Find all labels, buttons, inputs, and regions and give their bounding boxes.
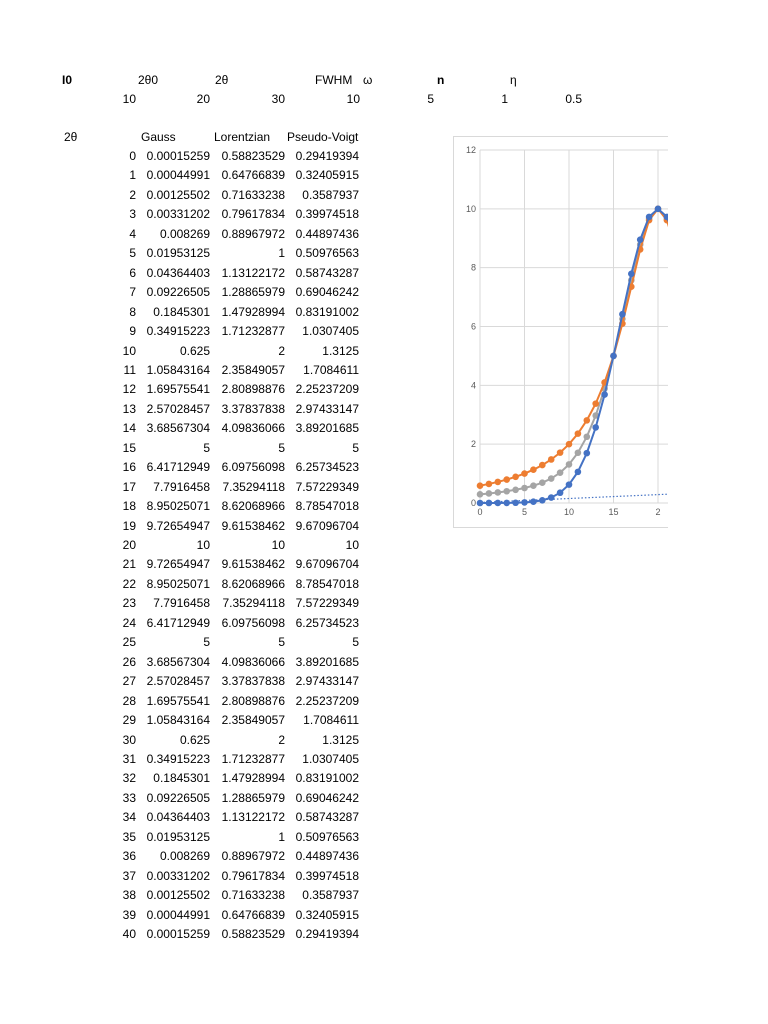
cell-lorentzian: 0.64766839 [221,907,285,922]
series-gauss-point [601,391,608,398]
cell-lorentzian: 7.35294118 [222,596,285,611]
cell-lorentzian: 5 [278,440,285,455]
cell-gauss: 0.34915223 [146,751,210,766]
cell-2theta: 38 [122,888,136,903]
series-lorentzian-point [548,456,555,463]
cell-2theta: 28 [122,693,136,708]
cell-gauss: 0.625 [179,732,210,747]
series-pseudo-voigt-point [512,486,519,493]
table-row [0,321,400,341]
cell-gauss: 0.00015259 [146,149,210,163]
param-value-i0: 10 [122,92,136,106]
series-gauss-point [521,499,528,506]
cell-lorentzian: 10 [271,538,285,552]
line-chart [453,136,668,528]
table-row [0,535,400,555]
cell-2theta: 31 [122,751,136,766]
cell-gauss: 8.95025071 [146,576,210,591]
cell-lorentzian: 2 [278,732,285,747]
cell-gauss: 9.72654947 [146,557,210,572]
cell-2theta: 33 [122,790,136,805]
table-row [0,710,400,730]
cell-pseudo-voigt: 1.3125 [322,732,359,747]
cell-gauss: 10 [196,538,210,552]
series-gauss-point [637,236,644,243]
cell-pseudo-voigt: 1.0307405 [302,324,359,339]
cell-2theta: 1 [129,168,136,183]
cell-pseudo-voigt: 8.78547018 [295,576,359,591]
cell-pseudo-voigt: 2.25237209 [295,693,359,708]
param-header-omega: ω [363,73,373,87]
cell-lorentzian: 4.09836066 [221,421,285,436]
cell-gauss: 5 [203,635,210,650]
cell-lorentzian: 1.47928994 [221,771,285,786]
series-pseudo-voigt-point [539,479,546,486]
table-row [0,496,400,516]
cell-2theta: 0 [129,149,136,163]
series-pseudo-voigt-point [575,449,582,456]
param-header-2theta0: 2θ0 [138,73,159,87]
cell-pseudo-voigt: 1.3125 [322,343,359,358]
table-row [0,516,400,536]
cell-lorentzian: 0.71633238 [221,888,285,903]
param-value-fwhm: 10 [346,92,360,106]
param-value-2theta0: 20 [196,92,210,106]
series-gauss-point [512,499,519,506]
series-gauss-point [530,498,537,505]
cell-gauss: 7.7916458 [153,596,210,611]
cell-2theta: 16 [122,460,136,475]
cell-2theta: 15 [122,440,136,455]
table-row [0,418,400,438]
y-tick-label: 2 [470,439,476,450]
series-gauss-point [539,497,546,504]
cell-gauss: 0.1845301 [153,771,210,786]
cell-pseudo-voigt: 0.83191002 [295,304,359,319]
cell-pseudo-voigt: 0.69046242 [295,790,359,805]
cell-gauss: 3.68567304 [146,654,210,669]
cell-pseudo-voigt: 8.78547018 [295,499,359,514]
cell-2theta: 39 [122,907,136,922]
col-header-pseudo-voigt: Pseudo-Voigt [287,130,359,144]
cell-gauss: 0.00125502 [146,888,210,903]
table-row [0,885,400,905]
cell-2theta: 9 [129,324,136,339]
series-lorentzian-point [592,400,599,407]
cell-lorentzian: 8.62068966 [221,576,285,591]
series-gauss-point [619,311,626,318]
x-tick-label: 5 [521,507,528,517]
cell-pseudo-voigt: 6.25734523 [295,460,359,475]
param-header-n: n [437,73,445,87]
table-row [0,924,400,944]
cell-lorentzian: 1.28865979 [221,790,285,805]
cell-2theta: 35 [122,829,136,844]
cell-lorentzian: 1.28865979 [221,285,285,300]
series-lorentzian-point [566,441,573,448]
cell-2theta: 36 [122,849,136,864]
cell-gauss: 0.1845301 [153,304,210,319]
series-pseudo-voigt-point [584,433,591,440]
table-row [0,749,400,769]
table-row [0,632,400,652]
series-gauss-point [557,489,564,496]
cell-pseudo-voigt: 2.97433147 [295,674,359,689]
table-row [0,574,400,594]
cell-pseudo-voigt: 0.29419394 [295,149,359,163]
cell-gauss: 0.04364403 [146,810,210,825]
cell-pseudo-voigt: 0.44897436 [295,226,359,241]
cell-pseudo-voigt: 2.25237209 [295,382,359,397]
cell-2theta: 25 [122,635,136,650]
table-row [0,846,400,866]
cell-pseudo-voigt: 0.58743287 [295,810,359,825]
table-row [0,224,400,244]
cell-lorentzian: 2.35849057 [221,713,285,728]
cell-lorentzian: 1.71232877 [221,751,285,766]
table-row [0,554,400,574]
table-row [0,652,400,672]
cell-lorentzian: 0.71633238 [221,187,285,202]
cell-2theta: 37 [122,868,136,883]
cell-gauss: 0.01953125 [146,829,210,844]
cell-lorentzian: 7.35294118 [222,479,285,494]
series-lorentzian-point [530,466,537,473]
cell-lorentzian: 2 [278,343,285,358]
cell-gauss: 0.625 [179,343,210,358]
cell-gauss: 8.95025071 [146,499,210,514]
cell-2theta: 27 [122,674,136,689]
y-tick-label: 12 [465,145,476,155]
series-lorentzian-point [575,430,582,437]
series-pseudo-voigt-point [530,482,537,489]
cell-pseudo-voigt: 0.39974518 [295,868,359,883]
x-tick-label: 0 [477,507,483,517]
col-header-2theta: 2θ [64,130,78,144]
cell-2theta: 23 [122,596,136,611]
cell-gauss: 0.00125502 [146,187,210,202]
cell-pseudo-voigt: 6.25734523 [295,615,359,630]
cell-pseudo-voigt: 0.83191002 [295,771,359,786]
series-gauss-point [575,469,582,476]
cell-gauss: 5 [203,440,210,455]
cell-pseudo-voigt: 1.0307405 [302,751,359,766]
cell-2theta: 26 [122,654,136,669]
cell-2theta: 10 [122,343,136,358]
cell-lorentzian: 1.47928994 [221,304,285,319]
cell-2theta: 40 [122,927,136,941]
cell-lorentzian: 0.58823529 [221,927,285,941]
cell-pseudo-voigt: 0.44897436 [295,849,359,864]
cell-pseudo-voigt: 9.67096704 [295,557,359,572]
cell-lorentzian: 8.62068966 [221,499,285,514]
series-pseudo-voigt-point [566,461,573,468]
table-row [0,768,400,788]
series-gauss-point [548,494,555,501]
table-row [0,788,400,808]
cell-gauss: 3.68567304 [146,421,210,436]
table-row [0,438,400,458]
cell-pseudo-voigt: 5 [352,440,359,455]
y-tick-label: 0 [470,498,476,508]
col-header-lorentzian: Lorentzian [214,130,271,144]
cell-2theta: 30 [122,732,136,747]
param-header-2theta: 2θ [215,73,229,87]
cell-gauss: 1.69575541 [146,382,210,397]
cell-2theta: 24 [122,615,136,630]
cell-2theta: 32 [122,771,136,786]
cell-2theta: 12 [122,382,136,397]
cell-gauss: 0.00331202 [146,207,210,222]
series-lorentzian-point [477,482,484,489]
cell-lorentzian: 3.37837838 [221,674,285,689]
cell-gauss: 0.00044991 [146,907,210,922]
series-gauss-point [495,500,502,507]
cell-2theta: 29 [122,713,136,728]
cell-pseudo-voigt: 0.29419394 [295,927,359,941]
series-lorentzian-point [539,462,546,469]
cell-pseudo-voigt: 0.50976563 [295,246,359,261]
cell-lorentzian: 1 [278,829,285,844]
cell-lorentzian: 2.80898876 [221,382,285,397]
series-lorentzian-point [512,474,519,481]
cell-2theta: 13 [122,401,136,416]
cell-2theta: 34 [122,810,136,825]
chart-border [454,137,669,528]
cell-lorentzian: 6.09756098 [221,460,285,475]
cell-lorentzian: 1.13122172 [221,810,285,825]
table-row [0,827,400,847]
series-gauss-point [477,500,484,507]
cell-pseudo-voigt: 5 [352,635,359,650]
table-row [0,691,400,711]
series-pseudo-voigt-point [557,469,564,476]
cell-pseudo-voigt: 7.57229349 [295,596,359,611]
series-lorentzian-point [521,470,528,477]
cell-pseudo-voigt: 0.32405915 [295,907,359,922]
cell-lorentzian: 3.37837838 [221,401,285,416]
series-gauss-point [646,214,653,221]
cell-lorentzian: 4.09836066 [221,654,285,669]
x-tick-label: 2 [655,507,661,517]
chart-panel [453,136,668,528]
series-lorentzian-point [557,449,564,456]
cell-2theta: 17 [122,479,136,494]
table-row [0,146,400,166]
cell-2theta: 6 [129,265,136,280]
series-gauss-point [592,424,599,431]
series-lorentzian-point [486,481,493,488]
cell-gauss: 0.04364403 [146,265,210,280]
cell-gauss: 0.008269 [159,226,210,241]
cell-lorentzian: 6.09756098 [221,615,285,630]
series-pseudo-voigt-point [486,490,493,497]
series-lorentzian-point [584,417,591,424]
cell-pseudo-voigt: 1.7084611 [303,362,359,377]
cell-pseudo-voigt: 7.57229349 [295,479,359,494]
x-tick-label: 10 [563,507,575,517]
cell-lorentzian: 0.79617834 [221,868,285,883]
series-pseudo-voigt-point [495,489,502,496]
cell-2theta: 14 [122,421,136,436]
table-row [0,379,400,399]
series-gauss-point [584,450,591,457]
table-row [0,477,400,497]
table-row [0,905,400,925]
table-row [0,282,400,302]
cell-gauss: 2.57028457 [146,674,210,689]
cell-gauss: 1.05843164 [146,362,210,377]
table-row [0,165,400,185]
cell-2theta: 11 [123,362,136,377]
table-row [0,457,400,477]
series-pseudo-voigt-point [503,488,510,495]
cell-pseudo-voigt: 0.3587937 [302,187,359,202]
cell-gauss: 7.7916458 [153,479,210,494]
cell-pseudo-voigt: 0.69046242 [295,285,359,300]
cell-lorentzian: 0.58823529 [221,149,285,163]
y-tick-label: 6 [470,321,476,332]
cell-2theta: 21 [122,557,136,572]
cell-lorentzian: 0.64766839 [221,168,285,183]
param-header-i0: I0 [62,73,73,87]
series-gauss-point [503,500,510,507]
cell-lorentzian: 9.61538462 [221,557,285,572]
cell-pseudo-voigt: 9.67096704 [295,518,359,533]
cell-2theta: 7 [129,285,136,300]
cell-lorentzian: 1.13122172 [221,265,285,280]
series-lorentzian-point [503,476,510,483]
cell-gauss: 1.69575541 [146,693,210,708]
param-header-eta: η [510,73,517,87]
series-pseudo-voigt-point [521,485,528,492]
cell-gauss: 0.008269 [159,849,210,864]
cell-pseudo-voigt: 0.3587937 [302,888,359,903]
cell-2theta: 18 [122,499,136,514]
cell-lorentzian: 0.88967972 [221,849,285,864]
table-row [0,613,400,633]
series-gauss-point [655,206,662,213]
cell-gauss: 0.00044991 [146,168,210,183]
param-value-n: 1 [501,92,508,106]
cell-gauss: 0.34915223 [146,324,210,339]
table-row [0,866,400,886]
cell-2theta: 5 [129,246,136,261]
series-gauss-point [610,353,617,360]
cell-lorentzian: 0.88967972 [221,226,285,241]
cell-gauss: 0.00015259 [146,927,210,941]
cell-pseudo-voigt: 0.32405915 [295,168,359,183]
cell-gauss: 9.72654947 [146,518,210,533]
table-row [0,302,400,322]
param-value-eta: 0.5 [565,92,582,106]
param-value-omega: 5 [427,92,434,106]
cell-lorentzian: 0.79617834 [221,207,285,222]
param-value-2theta: 30 [271,92,285,106]
series-gauss-point [486,500,493,507]
table-row [0,593,400,613]
table-row [0,730,400,750]
cell-pseudo-voigt: 2.97433147 [295,401,359,416]
table-row [0,263,400,283]
table-row [0,341,400,361]
table-row [0,399,400,419]
cell-2theta: 2 [129,187,136,202]
x-tick-label: 15 [608,507,619,517]
cell-gauss: 6.41712949 [146,615,210,630]
cell-pseudo-voigt: 3.89201685 [295,421,359,436]
series-pseudo-voigt-point [548,475,555,482]
table-row [0,807,400,827]
cell-pseudo-voigt: 0.50976563 [295,829,359,844]
cell-pseudo-voigt: 10 [345,538,359,552]
cell-pseudo-voigt: 0.58743287 [295,265,359,280]
series-gauss-point [628,270,635,277]
cell-gauss: 0.09226505 [146,790,210,805]
series-lorentzian-point [495,479,502,486]
cell-gauss: 0.00331202 [146,868,210,883]
cell-pseudo-voigt: 0.39974518 [295,207,359,222]
table-row [0,185,400,205]
cell-lorentzian: 2.35849057 [221,362,285,377]
cell-pseudo-voigt: 1.7084611 [303,713,359,728]
cell-lorentzian: 2.80898876 [221,693,285,708]
cell-2theta: 19 [122,518,136,533]
cell-gauss: 2.57028457 [146,401,210,416]
y-tick-label: 10 [465,203,476,214]
col-header-gauss: Gauss [141,130,176,144]
cell-2theta: 20 [122,538,136,552]
table-row [0,204,400,224]
y-tick-label: 4 [470,380,476,391]
cell-gauss: 1.05843164 [146,713,210,728]
cell-gauss: 0.09226505 [146,285,210,300]
series-pseudo-voigt-point [477,491,484,498]
table-row [0,243,400,263]
cell-lorentzian: 9.61538462 [221,518,285,533]
cell-pseudo-voigt: 3.89201685 [295,654,359,669]
cell-lorentzian: 5 [278,635,285,650]
cell-gauss: 0.01953125 [146,246,210,261]
cell-2theta: 22 [122,576,136,591]
cell-2theta: 3 [129,207,136,222]
table-row [0,671,400,691]
table-row [0,360,400,380]
series-gauss-point [566,481,573,488]
cell-2theta: 8 [129,304,136,319]
cell-lorentzian: 1.71232877 [221,324,285,339]
cell-gauss: 6.41712949 [146,460,210,475]
y-tick-label: 8 [470,262,476,273]
cell-lorentzian: 1 [278,246,285,261]
param-header-fwhm: FWHM [315,73,353,87]
cell-2theta: 4 [129,226,136,241]
